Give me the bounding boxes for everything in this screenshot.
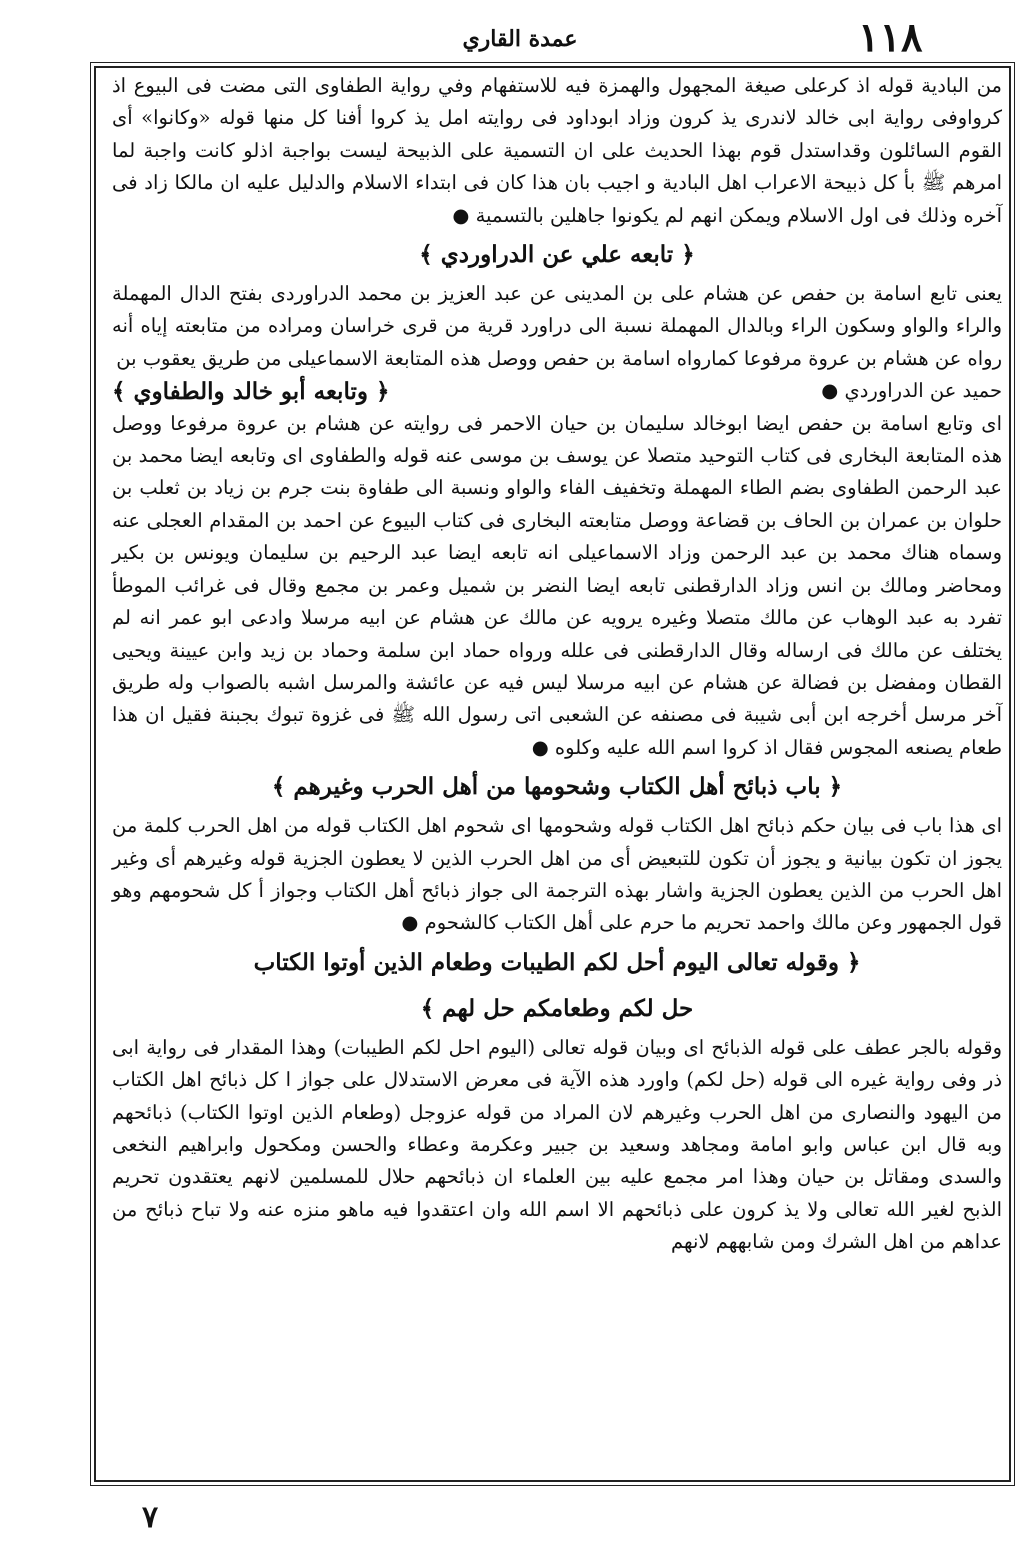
paragraph-5: وقوله بالجر عطف على قوله الذبائح اى وبيان قوله تعالى (اليوم احل لكم الطيبات) وهذا المقدار فى رواية ابى ذر وفى رواية غيره الى قوله (حل لكم) واورد هذه الآية فى معرض الاستدلال على جواز ا كل ذبائح اهل الكتاب من اليهود والنصارى من اهل الحرب وغيرهم لان المراد من قوله عزوجل (وطعام الذين اوتوا الكتاب) ذبائحهم وبه قال ابن عباس وابو امامة ومجاهد وسعيد بن جبير وعكرمة وعطاء والحسن ومكحول وابراهيم النخعى والسدى ومقاتل بن حيان وهذا امر مجمع عليه بين العلماء ان ذبائحهم حلال للمسلمين لانهم يعتقدون تحريم الذبح لغير الله تعالى ولا يذ كرون على ذبائحهم الا اسم الله وان اعتقدوا فيه ماهو منزه عنه ولا تباح ذبائح من عداهم من اهل الشرك ومن شابههم لانهم [112, 1035, 1002, 1254]
running-title: عمدة القاري [462, 26, 578, 52]
main-text-column [112, 70, 1002, 1259]
heading-abu-khalid: ﴿ وتابعه أبو خالد والطفاوي ﴾ [112, 377, 390, 405]
page-number: ١١٨ [858, 14, 923, 61]
heading-tabaahu-ali: ﴿ تابعه علي عن الدراوردي ﴾ [419, 241, 695, 269]
chapter-heading: ﴿ باب ذبائح أهل الكتاب وشحومها من أهل الحرب وغيرهم ﴾ [271, 773, 843, 801]
signature-mark: ٧ [142, 1500, 159, 1535]
line-with-heading [112, 375, 1002, 407]
paragraph-4: اى هذا باب فى بيان حكم ذبائح اهل الكتاب قوله وشحومها اى شحوم اهل الكتاب قوله من اهل الحرب كلمة من يجوز ان تكون بيانية و يجوز أن تكون للتبعيض أى من اهل الحرب الذين لا يعطون الجزية قوله وغيرهم أى وغير اهل الحرب من الذين يعطون الجزية واشار بهذه الترجمة الى جواز ذبائح أهل الكتاب وجواز أ كل شحومهم وهو قول الجمهور وعن مالك واحمد تحريم ما حرم على أهل الكتاب كالشحوم ● [112, 814, 1002, 935]
paragraph-2-tail: حميد عن الدراوردي ● [821, 379, 1002, 403]
paragraph-1: من البادية قوله اذ كرعلى صيغة المجهول والهمزة فيه للاستفهام وفي رواية الطفاوى التى مضت فى البيوع اذ كرواوفى رواية ابى خالد لاندرى يذ كرون وزاد ابوداود فى روايته امل يذ كروا أفنا كل منها قوله «وكانوا» أى القوم السائلون وقداستدل قوم بهذا الحديث على ان التسمية على الذبيحة ليست بواجبة اذلو كانت واجبة لما امرهم ﷺ بأ كل ذبيحة الاعراب اهل البادية و اجيب بان هذا كان فى ابتداء الاسلام والدليل عليه ان مالكا زاد فى آخره وذلك فى اول الاسلام ويمكن انهم لم يكونوا جاهلين بالتسمية ● [112, 74, 1002, 227]
verse-heading-line-2: حل لكم وطعامكم حل لهم ﴾ [420, 994, 694, 1022]
paragraph-2: يعنى تابع اسامة بن حفص عن هشام على بن المدينى عن عبد العزيز بن محمد الدراوردى بفتح الدال المهملة والراء والواو وسكون الراء وبالدال المهملة نسبة الى دراورد قرية من قرى خراسان ومراده من متابعته إياه أنه رواه عن هشام بن عروة مرفوعا كمارواه اسامة بن حفص ووصل هذه المتابعة الاسماعيلى من طريق يعقوب بن [112, 282, 1002, 370]
verse-heading-line-1: ﴿ وقوله تعالى اليوم أحل لكم الطيبات وطعام الذين أوتوا الكتاب [253, 948, 861, 976]
paragraph-3: اى وتابع اسامة بن حفص ايضا ابوخالد سليمان بن حيان الاحمر فى روايته عن هشام بن عروة مرفوعا ووصل هذه المتابعة البخارى فى كتاب التوحيد متصلا عن يوسف بن موسى عنه قوله والطفاوى اى وتابعه ايضا محمد بن عبد الرحمن الطفاوى بضم الطاء المهملة وتخفيف الفاء والواو ونسبة الى طفاوة بنت جرم بن زياد بن ثعلب بن حلوان بن عمران بن الحاف بن قضاعة ووصل متابعته البخارى فى كتاب البيوع عن احمد بن المقدام العجلى عنه وسماه هناك محمد بن عبد الرحمن وزاد الاسماعيلى انه تابعه ايضا عبد الرحيم بن سليمان ويونس بن بكير ومحاضر ومالك بن انس وزاد الدارقطنى تابعه ايضا النضر بن شميل وعمر بن مجمع وقال فى غرائب الموطأ تفرد به عبد الوهاب عن مالك متصلا وغيره يرويه عن مالك عن هشام عن ابيه مرسلا وادعى ابو عمر انه لم يختلف عن مالك فى ارساله وقال الدارقطنى فى علله ورواه حماد ابن سلمة وحماد بن زيد وابن عيينة ويحيى القطان ومفضل بن فضالة عن هشام عن ابيه مرسلا ليس فيه عن عائشة والمرسل اشبه بالصواب وله طريق آخر مرسل أخرجه ابن أبى شيبة فى مصنفه عن الشعبى اتى رسول الله ﷺ فى غزوة تبوك بجبنة فقيل ان هذا طعام يصنعه المجوس فقال اذ كروا اسم الله عليه وكلوه ● [112, 411, 1002, 759]
